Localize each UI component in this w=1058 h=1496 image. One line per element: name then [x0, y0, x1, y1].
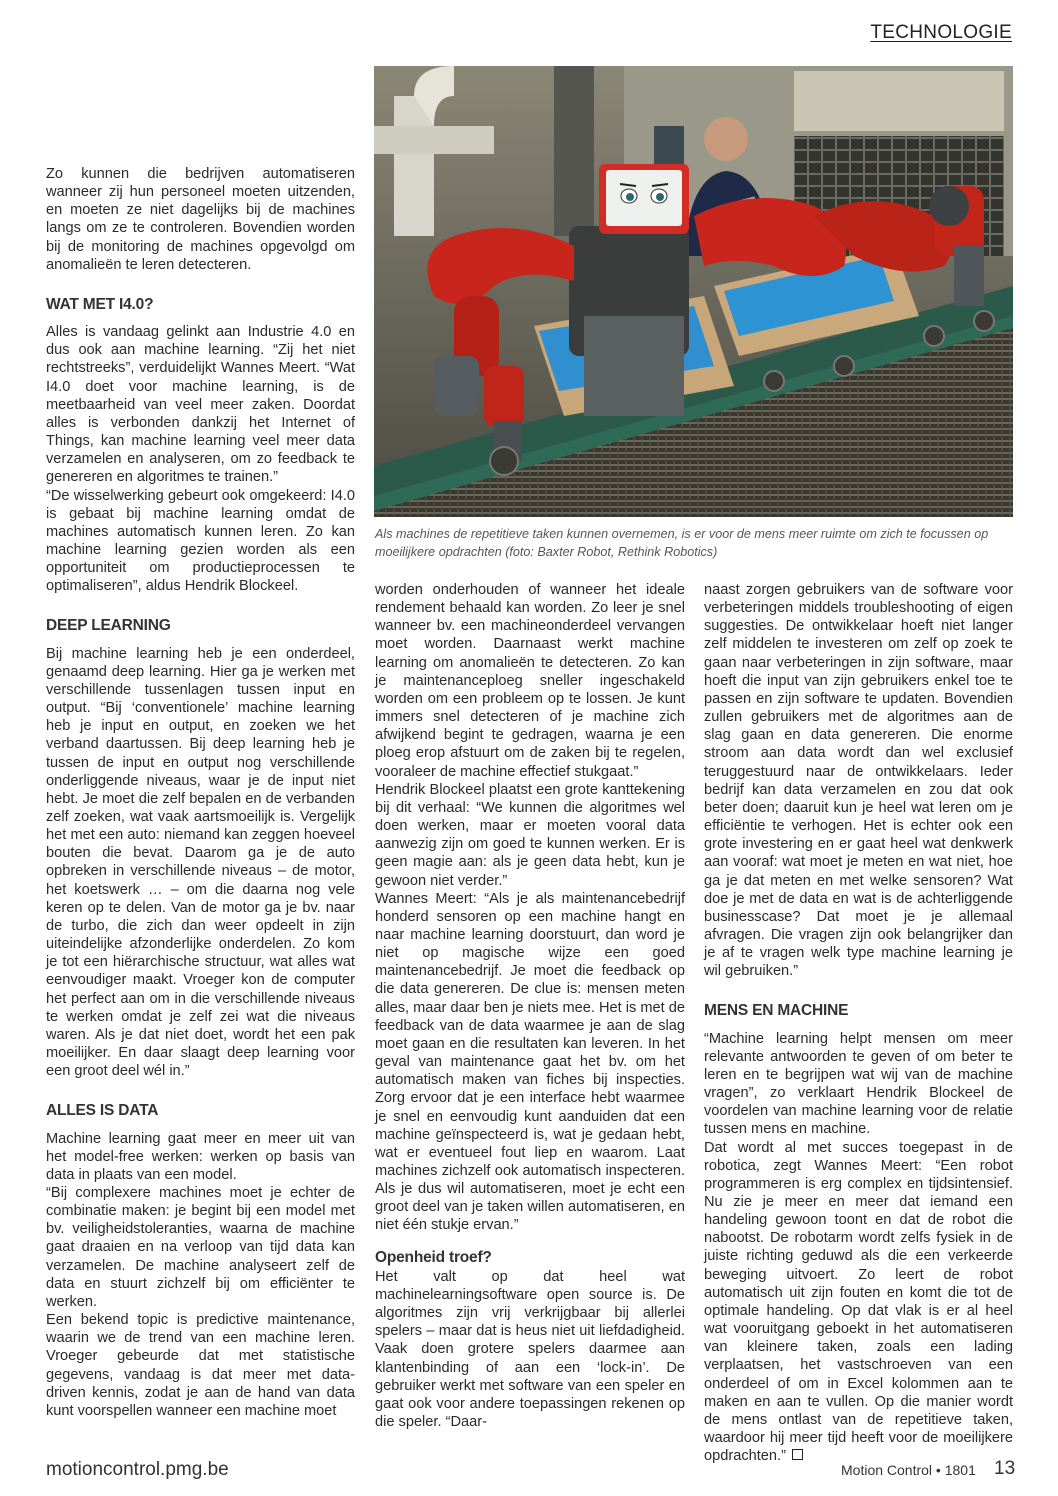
footer-magazine: Motion Control • 1801 [841, 1462, 976, 1478]
subheading: ALLES IS DATA [46, 1102, 159, 1120]
paragraph: “De wisselwerking gebeurt ook omgekeerd: I4.0 is gebaat bij machine learning omdat de machines automatisch kunnen leren. Zo kan machine learning gezien worden als een opportuniteit om productieprocessen te optimaliseren”, aldus Hendrik Blockeel. [46, 487, 355, 595]
paragraph: Zo kunnen die bedrijven automatiseren wanneer zij hun personeel moeten uitzenden, en moeten ze niet dagelijks bij de machines langs om ze te controleren. Bovendien worden bij de monitoring de machines opgevolgd om anomalieën te leren detecteren. [46, 166, 355, 273]
article-column-2 [375, 581, 685, 1431]
article-column-3 [704, 581, 1013, 1465]
footer-url[interactable]: motioncontrol.pmg.be [46, 1459, 229, 1480]
subheading: WAT MET I4.0? [46, 295, 154, 313]
paragraph: “Machine learning helpt mensen om meer relevante antwoorden te geven of om beter te leren en te begrijpen wat wij van de machine vragen”, zo verklaart Hendrik Blockeel de voordelen van machine learning voor de relatie tussen mens en machine. [704, 1030, 1013, 1138]
paragraph [704, 1139, 1013, 1466]
paragraph: Wannes Meert: “Als je als maintenancebedrijf honderd sensoren op een machine hangt en naar machine learning doorstuurt, dan word je niet op magische wijze een goed maintenancebedrijf. Je moet die feedback op die data genereren. De clue is: mensen meten alles, maar daar ben je niets mee. Het is met de feedback van de data waarmee je aan de slag moet gaan en die resultaten kan leveren. In het geval van maintenance gaat het bv. om het automatisch maken van fiches bij inspecties. Zorg ervoor dat je een interface hebt waarmee je snel en eenvoudig kunt aanduiden dat een machine geïnspecteerd is, wat je gedaan hebt, wat er eventueel fout liep en waarom. Laat machines zichzelf ook automatisch inspecteren. Als je dus wil automatiseren, moet je echt een groot deel van je taken willen automatiseren, en niet één stukje ervan.” [375, 890, 685, 1234]
paragraph: Het valt op dat heel wat machinelearningsoftware open source is. De algoritmes zijn vrij verkrijgbaar bij allerlei spelers – maar dat is heus niet uit liefdadigheid. Vaak doen grotere spelers daarmee aan klantenbinding of aan een ‘lock-in’. De gebruiker werkt met software van een speler en gaat ook voor andere toepassingen rekenen op die speler. “Daar- [375, 1268, 685, 1431]
end-of-article-icon [792, 1449, 803, 1460]
paragraph: Hendrik Blockeel plaatst een grote kanttekening bij dit verhaal: “We kunnen die algoritmes wel doen werken, maar er moeten vooral data aanwezig zijn om goed te kunnen werken. Er is geen magie aan: als je geen data hebt, kun je gewoon niet verder.” [375, 781, 685, 889]
subheading: DEEP LEARNING [46, 617, 171, 635]
photo-caption: Als machines de repetitieve taken kunnen overnemen, is er voor de mens meer ruimte om zich te focussen op moeilijkere opdrachten (foto: Baxter Robot, Rethink Robotics) [375, 527, 989, 559]
article-column-1 [46, 165, 355, 1420]
paragraph: Bij machine learning heb je een onderdeel, genaamd deep learning. Hier ga je werken met verschillende tussenlagen tussen input en output. “Bij ‘conventionele’ machine learning heb je input en output, en zoeken we het verband daartussen. Bij deep learning heb je tussen de input en output nog verschillende onderliggende niveaus, waar je de input niet hebt. Je moet die zelf bepalen en de verbanden zelf zoeken, wat vaak aartsmoeilijk is. Vergelijk het met een auto: niemand kan zeggen hoeveel bouten die bevat. Daarom ga je de auto opbreken in verschillende niveaus – de motor, het koetswerk … – om die daarna nog vele keren op te delen. Van de motor ga je bv. naar de turbo, die zich dan weer opdeelt in zijn uiteindelijke afzonderlijke onderdelen. Zo kom je tot een hiërarchische structuur, wat alles wat eenvoudiger maakt. Vroeger kon de computer het perfect aan om in die verschillende niveaus te werken omdat je zelf zei wat die niveaus waren. Als je dat niet doet, wordt het een pak moeilijker. En daar slaagt deep learning voor een groot deel wél in.” [46, 645, 355, 1080]
paragraph: Alles is vandaag gelinkt aan Industrie 4.0 en dus ook aan machine learning. “Zij het niet rechtstreeks”, verduidelijkt Wannes Meert. “Wat I4.0 doet voor machine learning, is de meetbaarheid van veel meer zaken. Doordat alles is verbonden dankzij het Internet of Things, kan machine learning veel meer data verzamelen en analyseren, om zo feedback te genereren en algoritmes te trainen.” [46, 324, 355, 486]
paragraph: worden onderhouden of wanneer het ideale rendement behaald kan worden. Zo leer je snel wanneer bv. een machineonderdeel vervangen moet worden. Daarnaast werkt machine learning om anomalieën te detecteren. Zo kan je maintenanceploeg sneller ingeschakeld worden om een probleem op te lossen. Je kunt immers snel detecteren of je machine zich afwijkend begint te gedragen, waarna je een ploeg erop afstuurt om de zaken bij te regelen, vooraleer de machine effectief stukgaat.” [375, 582, 685, 780]
paragraph: Een bekend topic is predictive maintenance, waarin we de trend van een machine leren. Vroeger gebeurde dat met statistische gegevens, vandaag is dat meer met data-driven kennis, zodat je aan de hand van data kunt voorspellen wanneer een machine moet [46, 1312, 355, 1419]
page-number: 13 [994, 1458, 1016, 1479]
paragraph-text: Dat wordt al met succes toegepast in de robotica, zegt Wannes Meert: “Een robot programmeren is erg complex en tijdsintensief. Nu zie je meer en meer dat iemand een handeling gewoon toont en dat de robot die nabootst. De robotarm wordt zelfs fysiek in de juiste richting geduwd als die een verkeerde beweging uitvoert. Zo leert de robot automatisch uit zijn fouten en komt die tot de optimale handeling. Op dat vlak is er al heel wat vooruitgang geboekt in het automatiseren van kleinere taken, zoals een lading verplaatsen, het vastschroeven van een onderdeel of om in Excel kolommen aan te maken en aan te vullen. Op die manier wordt de mens ontlast van de repetitieve taken, waardoor hij meer tijd heeft voor de moeilijkere opdrachten.” [704, 1139, 1013, 1465]
subheading: MENS EN MACHINE [704, 1002, 849, 1020]
paragraph: “Bij complexere machines moet je echter de combinatie maken: je begint bij een model met bv. veiligheidstoleranties, waarna de machine gaat draaien en na verloop van tijd data kan verzamelen. De machine analyseert zelf de data en stuurt zichzelf bij om efficiënter te werken. [46, 1184, 355, 1310]
paragraph: Machine learning gaat meer en meer uit van het model-free werken: werken op basis van data in plaats van een model. [46, 1130, 355, 1183]
subheading: Openheid troef? [375, 1248, 492, 1266]
article-photo [374, 66, 1013, 517]
paragraph: naast zorgen gebruikers van de software voor verbeteringen middels troubleshooting of eigen suggesties. De ontwikkelaar hoeft niet langer zelf middelen te investeren om zelf op zoek te gaan naar verbeteringen in zijn software, maar hoeft die input van zijn gebruikers enkel toe te passen en zijn software te updaten. Bovendien zullen gebruikers met de algoritmes aan de slag gaan en data genereren. Die enorme stroom aan data wordt dan wel exclusief teruggestuurd naar de ontwikkelaars. Ieder bedrijf kan data verzamelen en zou dat ook beter doen; daaruit kun je heel wat leren om je efficiëntie te verhogen. Het is echter ook een grote investering en er gaat heel wat denkwerk aan vooraf: wat moet je meten en wat niet, hoe ga je dat meten en met welke sensoren? Wat doe je met de data en wat is de achterliggende businesscase? Dat moet je je allemaal afvragen. Die vragen zijn ook belangrijker dan je af te vragen welk type machine learning je wil gebruiken.” [704, 582, 1013, 980]
section-label: TECHNOLOGIE [870, 22, 1012, 43]
